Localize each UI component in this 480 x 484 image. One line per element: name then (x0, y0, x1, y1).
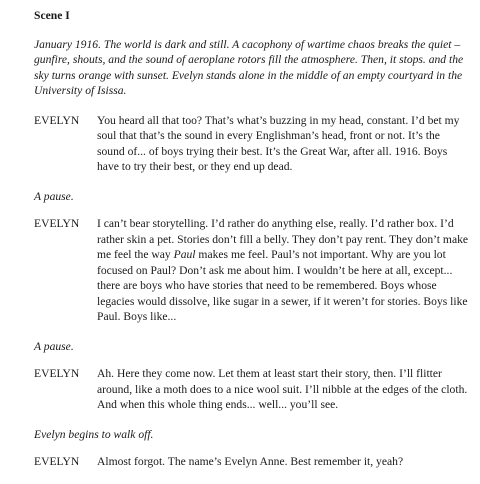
emphasized-name: Paul (173, 248, 196, 261)
speaker-name: EVELYN (34, 217, 80, 230)
speaker-name: EVELYN (34, 455, 80, 468)
dialogue-text (97, 216, 469, 325)
dialogue-text-part: I can’t bear storytelling. I’d rather do anything else, really. I’d rather box. I’d rather skin a pet. Stories don’t fill a belly. They don’t pay rent. They don’t make me feel the way (97, 217, 469, 261)
speaker-name: EVELYN (34, 367, 80, 380)
dialogue-text-part: makes me feel. Paul’s not important. Why are you lot focused on Paul? Don’t ask me about him. I wouldn’t be here at all, except... there are boys who have stories that need to be remembered. Boys whose legacies would dissolve, like sugar in a sewer, if it weren’t for stories. Boys like Paul. Boys like... (97, 248, 468, 323)
script-page (34, 8, 476, 484)
dialogue-text: Almost forgot. The name’s Evelyn Anne. Best remember it, yeah? (97, 455, 404, 468)
dialogue-block-3 (34, 366, 476, 413)
dialogue-text: Ah. Here they come now. Let them at least start their story, then. I’ll flitter around, like a moth does to a nice wool suit. I’ll nibble at the edges of the cloth. And when this whole thing ends... well... you’ll see. (97, 367, 468, 411)
stage-direction-pause: A pause. (34, 339, 74, 353)
scene-heading: Scene I (34, 9, 70, 22)
stage-direction-walk-off: Evelyn begins to walk off. (34, 427, 154, 441)
stage-direction-pause: A pause. (34, 189, 74, 203)
dialogue-block-4 (34, 454, 476, 470)
dialogue-text: You heard all that too? That’s what’s buzzing in my head, constant. I’d bet my soul that that’s the sound in every Englishman’s head, front or not. It’s the sound of... of boys trying their best. It’s the Great War, after all. 1916. Boys have to try their best, or they end up dead. (97, 113, 460, 173)
stage-direction-opening: January 1916. The world is dark and still. A cacophony of wartime chaos breaks the quiet – gunfire, shouts, and the sound of aeroplane rotors fill the atmosphere. Then, it stops. and the sky turns orange with sunset. Evelyn stands alone in the middle of an empty courtyard in the University of Isissa. (34, 37, 464, 97)
speaker-name: EVELYN (34, 113, 80, 127)
dialogue-block-2 (34, 216, 476, 325)
dialogue-block-1 (34, 113, 476, 175)
